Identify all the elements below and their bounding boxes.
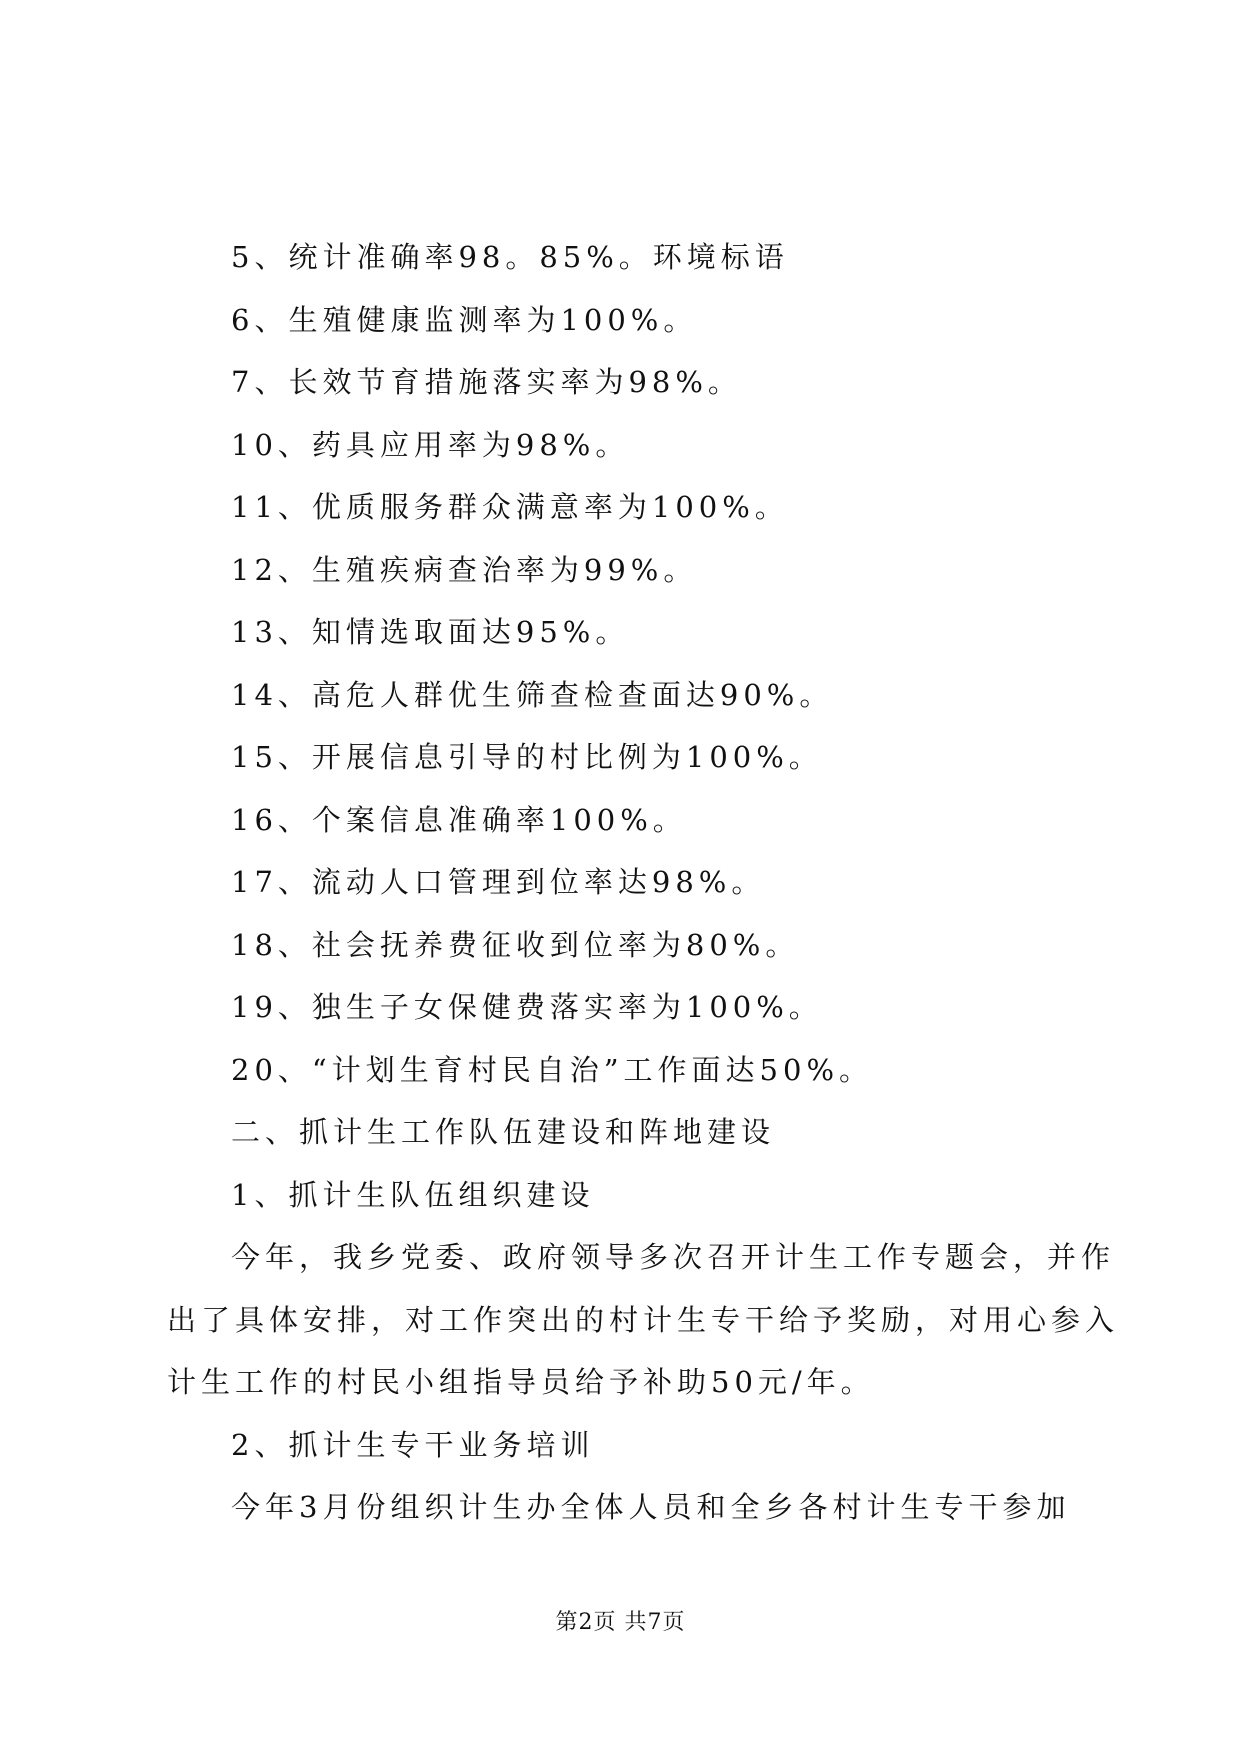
list-item: 17、流动人口管理到位率达98%。 <box>231 865 766 899</box>
document-body <box>167 226 1120 1539</box>
paragraph-line: 出了具体安排，对工作突出的村计生专干给予奖励，对用心参入 <box>167 1302 1120 1337</box>
section-heading: 二、抓计生工作队伍建设和阵地建设 <box>231 1115 776 1149</box>
list-item: 14、高危人群优生筛查检查面达90%。 <box>231 677 834 712</box>
list-item: 15、开展信息引导的村比例为100%。 <box>231 740 823 774</box>
paragraph-line: 今年，我乡党委、政府领导多次召开计生工作专题会，并作 <box>231 1240 1116 1274</box>
list-item: 11、优质服务群众满意率为100%。 <box>231 490 789 524</box>
list-item: 5、统计准确率98。85%。环境标语 <box>231 240 789 274</box>
list-item: 6、生殖健康监测率为100%。 <box>231 302 698 337</box>
page-number: 第2页 共7页 <box>555 1610 686 1635</box>
list-item: 20、“计划生育村民自治”工作面达50%。 <box>231 1052 874 1087</box>
list-item: 12、生殖疾病查治率为99%。 <box>231 552 698 587</box>
list-item: 10、药具应用率为98%。 <box>231 427 630 462</box>
list-item: 18、社会抚养费征收到位率为80%。 <box>231 927 800 962</box>
subsection-heading: 2、抓计生专干业务培训 <box>231 1427 595 1462</box>
paragraph-line: 今年3月份组织计生办全体人员和全乡各村计生专干参加 <box>231 1490 1071 1524</box>
subsection-heading: 1、抓计生队伍组织建设 <box>231 1177 595 1212</box>
paragraph-line: 计生工作的村民小组指导员给予补助50元/年。 <box>167 1365 875 1399</box>
list-item: 7、长效节育措施落实率为98%。 <box>231 365 742 399</box>
list-item: 16、个案信息准确率100%。 <box>231 802 687 837</box>
list-item: 13、知情选取面达95%。 <box>231 615 630 649</box>
list-item: 19、独生子女保健费落实率为100%。 <box>231 990 823 1024</box>
